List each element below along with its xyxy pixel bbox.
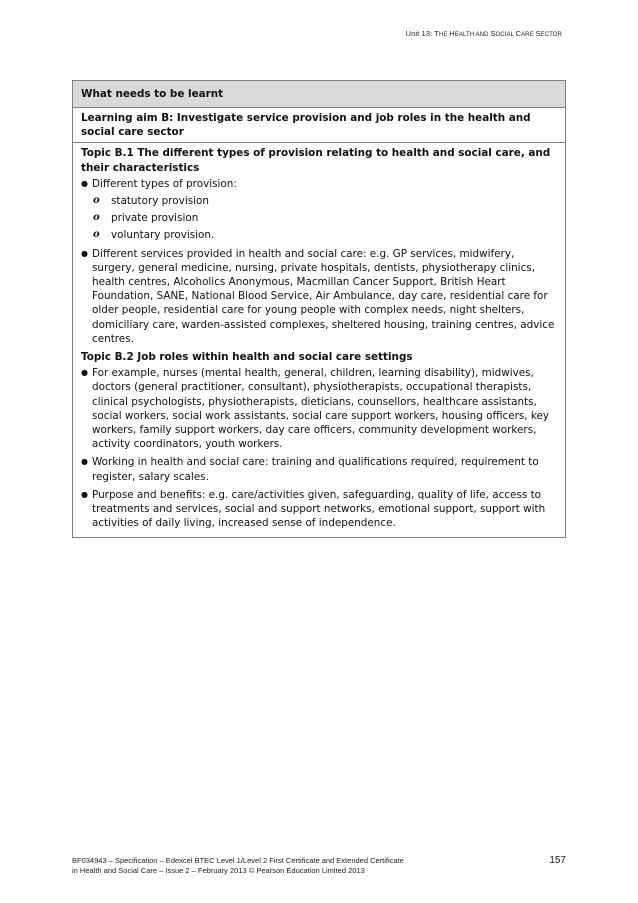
bullet-item [81, 177, 557, 243]
topic-title: Topic B.1 The different types of provision relating to health and social care, and their characteristics [81, 147, 551, 174]
bullet-list [81, 177, 557, 346]
unit-title [434, 29, 562, 38]
title-rest: ARE [521, 32, 536, 38]
footer-line-1: BF034943 – Specification – Edexcel BTEC Level 1/Level 2 First Certificate and Extended Certificate [72, 856, 404, 865]
bullet-item [81, 488, 557, 531]
sub-item: o voluntary provision. [92, 228, 557, 242]
topics-cell [73, 143, 566, 538]
sub-item: o private provision [92, 211, 557, 225]
table-header: What needs to be learnt [73, 81, 566, 108]
bullet-list [81, 366, 557, 530]
bullet-text: Working in health and social care: training and qualifications required, requirement to register, salary scales. [92, 456, 539, 483]
bullet-text: For example, nurses (mental health, general, children, learning disability), midwives, doctors (general practitioner, consultant), physiotherapists, occupational therapists, clinical psychologists, physiotherapists, dieticians, counsellors, healthcare assistants, social workers, social work assistants, social care support workers, housing officers, key workers, family support workers, day care officers, community development workers, activity coordinators, youth workers. [92, 367, 550, 451]
title-rest: OCIAL [495, 32, 516, 38]
running-header [406, 29, 562, 38]
topic-title: Topic B.2 Job roles within health and social care settings [81, 351, 413, 364]
page-number: 157 [549, 855, 566, 866]
learning-content-table [72, 80, 566, 538]
title-cap: H [449, 29, 455, 38]
sub-item: o statutory provision [92, 194, 557, 208]
footer-line-2: in Health and Social Care – Issue 2 – February 2013 © Pearson Education Limited 2013 [72, 866, 365, 875]
bullet-item [81, 455, 557, 483]
title-rest: ECTOR [540, 32, 562, 38]
title-rest: HE [438, 32, 450, 38]
title-cap: T [434, 29, 439, 38]
bullet-text: Purpose and benefits: e.g. care/activities given, safeguarding, quality of life, access to treatments and services, social and support networks, emotional support, support with activities of daily living, increased sense of independence. [92, 488, 546, 530]
bullet-item [81, 366, 557, 451]
sub-list [92, 194, 557, 243]
title-cap: C [515, 29, 522, 38]
bullet-text: Different types of provision: [92, 177, 237, 190]
bullet-text: Different services provided in health and social care: e.g. GP services, midwifery, surgery, general medicine, nursing, private hospitals, dentists, physiotherapy clinics, health centres, Alcoholics Anonymous, Macmillan Cancer Support, British Heart Foundation, SANE, National Blood Service, Air Ambulance, day care, residential care for older people, residential care for young people with complex needs, night shelters, domiciliary care, warden-assisted complexes, sheltered housing, training centres, advice centres. [92, 247, 555, 345]
title-rest: EALTH AND [454, 32, 491, 38]
unit-prefix: Unit 13: [405, 29, 433, 38]
title-cap: S [490, 29, 496, 38]
title-cap: S [535, 29, 541, 38]
page-footer [72, 856, 566, 876]
learning-aim: Learning aim B: Investigate service provision and job roles in the health and social care sector [73, 108, 566, 143]
bullet-item [81, 247, 557, 346]
